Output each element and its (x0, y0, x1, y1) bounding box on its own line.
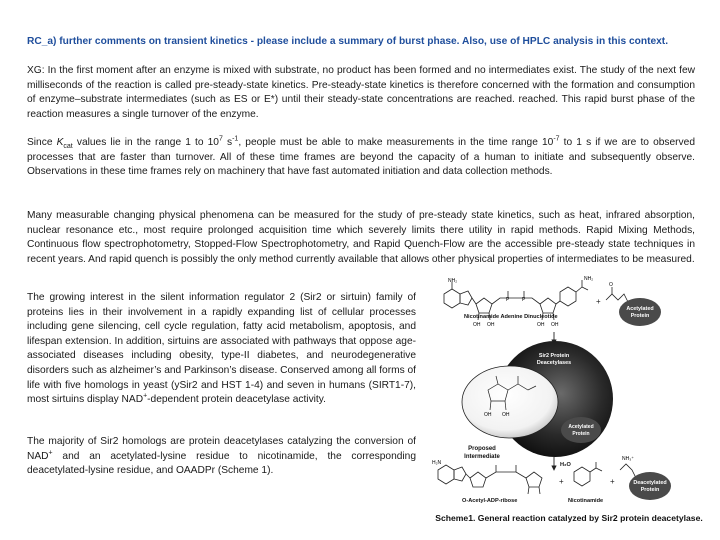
nicotinamide-label: Nicotinamide (568, 498, 604, 504)
oh-label-2: OH (487, 322, 495, 328)
p-label-1: P (506, 297, 510, 303)
sir2-label-1: Sir2 Protein (538, 353, 570, 359)
oh-label-1: OH (473, 322, 481, 328)
paragraph-deacetylases: The majority of Sir2 homologs are protein deacetylases catalyzing the conversion of NAD+ and an acetylated-lysine residue to nicotinamide, the corresponding deacetylated-lysine residue, and OAADPr (Scheme 1). (27, 436, 416, 477)
reaction-scheme-figure (424, 274, 714, 506)
intermediate-label-1: Proposed (468, 446, 496, 452)
deacetylated-label-2: Protein (640, 487, 660, 493)
nh3-label: NH₃⁺ (622, 456, 634, 462)
intermediate-bubble (462, 366, 558, 438)
acetylated-protein-bound (561, 417, 601, 443)
oh-label-3: OH (537, 322, 545, 328)
scheme-caption: Scheme1. General reaction catalyzed by Sir2 protein deacetylase. (435, 513, 703, 523)
sir2-label-2: Deacetylases (536, 360, 572, 366)
paragraph-sirtuins: The growing interest in the silent information regulator 2 (Sir2 or sirtuin) family of proteins lies in their involvement in a rapidly expanding list of cellular processes including gene silencing, cell cycle regulation, fatty acid metabolism, apoptosis, and lifespan extension. In addition, sirtuins are associated with pathways that oppose age-associated diseases including obesity, type-II diabetes, and neurodegenerative disorders such as alzheimer’s and Parkinson’s disease. Conserved among all forms of life with five homologs in yeast (ySir2 and HST 1-4) and seven in humans (SIRT1-7), most sirtuins display NAD+-dependent protein deacetylase activity. (27, 292, 417, 406)
paragraph-methods: Many measurable changing physical phenomena can be measured for the study of pre-steady state kinetics, such as heat, infrared absorption, nuclear resonance etc., most require prolonged acquisition time which severely limits there utility in rapid methods. Rapid Mixing Methods, Continuous flow spectrophotometry, Stopped-Flow Spectrophotometry, and Rapid Quench-Flow are the accessible pre-steady state techniques in recent years. And rapid quench is possibly the only method currently available that allows other physical properties of intermediates to be measured. (27, 210, 695, 265)
nh2-label-2: NH₂ (584, 276, 594, 282)
bound-acetylated-label-2: Protein (572, 431, 590, 437)
o-label: O (609, 282, 613, 288)
acetylated-protein-label-2: Protein (630, 313, 650, 319)
paragraph-presteady: XG: In the first moment after an enzyme is mixed with substrate, no product has been formed and no intermediates exist. The study of the next few milliseconds of the reaction is called pre-steady-state kinetics. Pre-steady-state kinetics is therefore concerned with the formation and consumption of enzyme–substrate intermediates (such as ES or E*) until their steady-state concentrations are reached. reached. This rapid burst phase of the reaction measures a single turnover of the enzyme. (27, 65, 695, 120)
p-label-2: P (522, 297, 526, 303)
deacetylated-protein-blob (629, 472, 671, 500)
paragraph-kcat: Since $K_{cat}$ values lie in the range 1 to $10^7$ $s^{-1}$, people must be able to make measurements in the time range $10^{-7}$ to 1 s if we are to observed processes that are faster than turnover. All of these time frames are beyond the capacity of a human to initiate and subsequently observe. Observations in these time frames rely on machinery that have fast automated initiation and data collection methods. (27, 135, 695, 178)
plus-sign-3: + (610, 477, 615, 486)
plus-sign: + (596, 297, 601, 306)
nicotinamide-molecule (574, 462, 602, 486)
oh-label-6: OH (502, 412, 510, 418)
comment-heading: RC_a) further comments on transient kinetics - please include a summary of burst phase. Also, use of HPLC analysis in this context. (27, 36, 669, 47)
oaadpr-molecule (438, 465, 542, 494)
acetylated-protein-blob (619, 298, 661, 326)
plus-sign-2: + (559, 477, 564, 486)
nad-label: Nicotinamide Adenine Dinucleotide (464, 314, 558, 320)
bound-acetylated-label-1: Acetylated (568, 424, 594, 430)
oh-label-5: OH (484, 412, 492, 418)
oaadpr-label: O-Acetyl-ADP-ribose (462, 498, 518, 504)
deacetylated-label-1: Deacetylated (633, 480, 667, 486)
water-label: H₂O (560, 462, 571, 468)
h2n-label: H₂N (432, 460, 442, 466)
acetylated-protein-label-1: Acetylated (626, 306, 654, 312)
oh-label-4: OH (551, 322, 559, 328)
intermediate-label-2: Intermediate (464, 454, 500, 460)
nh2-label: NH₂ (448, 278, 458, 284)
